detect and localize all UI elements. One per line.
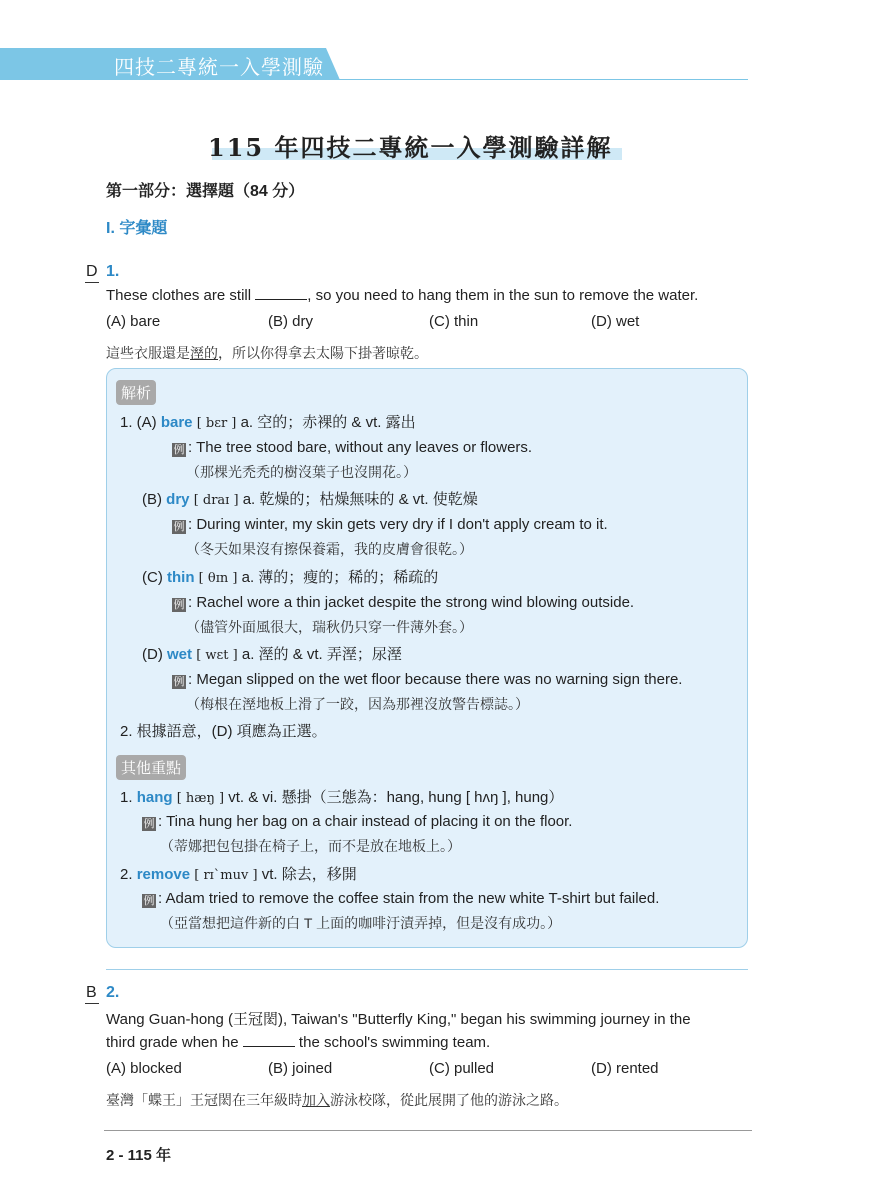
item-word: remove [136,866,191,883]
item-def: a. 薄的；瘦的；稀的；稀疏的 [241,569,439,586]
q2-stem-part1: third grade when he [106,1034,243,1051]
q1-option-a: (A) bare [106,313,161,330]
q1-stem [106,287,698,304]
analysis-item-bare [120,411,416,432]
item-ipa: [ bɛr ] [196,416,237,431]
q2-option-b: (B) joined [268,1060,333,1077]
example-sentence: Tina hung her bag on a chair instead of placing it on the floor. [166,813,573,830]
item-ipa: [ hæŋ ] [176,791,225,806]
page-title: 115 年四技二專統一入學測驗詳解 [208,133,613,162]
example-icon: 例 [173,676,185,688]
example-zh-remove: （亞當想把這件新的白 T 上面的咖啡汙漬弄掉，但是沒有成功。） [160,915,562,931]
item-def: a. 空的；赤裸的 & vt. 露出 [240,414,416,431]
q1-zh-part1: 這些衣服還是 [106,345,190,361]
example-dry: 例 : During winter, my skin gets very dry if I don't apply cream to it. [173,516,608,533]
example-hang: 例 : Tina hung her bag on a chair instead of placing it on the floor. [143,813,573,830]
q1-zh-underlined: 溼的 [190,345,218,361]
example-thin: 例 : Rachel wore a thin jacket despite the strong wind blowing outside. [173,594,635,611]
example-wet: 例 : Megan slipped on the wet floor because there was no warning sign there. [173,671,683,688]
example-sentence: The tree stood bare, without any leaves or flowers. [196,439,533,456]
extra-item-hang [120,786,563,807]
q1-option-b: (B) dry [268,313,313,330]
analysis-conclusion: 2. 根據語意，(D) 項應為正選。 [120,723,327,740]
example-icon: 例 [173,521,185,533]
q1-answer: D [86,263,98,280]
item-word: thin [167,569,195,586]
q2-answer-underline [85,1003,99,1004]
q2-zh-part1: 臺灣「蝶王」王冠閎在三年級時 [106,1092,302,1108]
item-prefix: 1. [120,789,137,806]
q1-stem-part1: These clothes are still [106,287,256,304]
q1-answer-underline [85,282,99,283]
item-ipa: [ θɪn ] [198,571,238,586]
q2-option-d: (D) rented [591,1060,659,1077]
analysis-item-dry [142,488,478,509]
example-zh-hang: （蒂娜把包包掛在椅子上，而不是放在地板上。） [160,838,461,854]
q2-stem-line2 [106,1034,490,1051]
item-word: dry [166,491,190,508]
item-ipa: [ draɪ ] [193,493,239,508]
q1-option-c: (C) thin [429,313,479,330]
example-icon: 例 [173,599,185,611]
item-def: vt. & vi. 懸掛（三態為：hang, hung [ hʌŋ ], hung） [228,789,564,806]
item-def: vt. 除去，移開 [261,866,357,883]
q1-translation [106,343,428,363]
q2-option-a: (A) blocked [106,1060,182,1077]
q1-stem-part2: , so you need to hang them in the sun to remove the water. [307,287,699,304]
q2-zh-part2: 游泳校隊，從此展開了他的游泳之路。 [330,1092,568,1108]
example-icon: 例 [173,444,185,456]
q1-number: 1. [106,263,120,280]
q1-blank [255,299,307,300]
example-remove: 例 : Adam tried to remove the coffee stain from the new white T-shirt but failed. [143,890,660,907]
example-sentence: Rachel wore a thin jacket despite the strong wind blowing outside. [196,594,635,611]
example-zh-wet: （梅根在溼地板上滑了一跤，因為那裡沒放警告標誌。） [186,696,529,712]
q1-option-d: (D) wet [591,313,640,330]
example-bare: 例 : The tree stood bare, without any leaves or flowers. [173,439,533,456]
example-sentence: Megan slipped on the wet floor because there was no warning sign there. [196,671,683,688]
q1-zh-part2: ，所以你得拿去太陽下掛著晾乾。 [218,345,428,361]
item-prefix: 2. [120,866,137,883]
item-def: a. 溼的 & vt. 弄溼；尿溼 [241,646,402,663]
item-prefix: (B) [142,491,167,508]
item-def: a. 乾燥的；枯燥無味的 & vt. 使乾燥 [242,491,478,508]
analysis-item-thin [142,566,438,587]
q2-translation [106,1090,568,1110]
extra-tag: 其他重點 [116,755,186,780]
example-zh-thin: （儘管外面風很大，瑞秋仍只穿一件薄外套。） [186,619,473,635]
item-ipa: [ wɛt ] [196,648,238,663]
item-word: hang [136,789,173,806]
question-divider [106,969,748,970]
section-heading: 第一部分：選擇題（84 分） [106,183,305,200]
example-sentence: During winter, my skin gets very dry if I don't apply cream to it. [196,516,608,533]
example-zh-dry: （冬天如果沒有擦保養霜，我的皮膚會很乾。） [186,541,473,557]
q2-number: 2. [106,984,120,1001]
example-icon: 例 [143,895,155,907]
example-zh-bare: （那棵光禿禿的樹沒葉子也沒開花。） [186,464,417,480]
analysis-item-wet [142,643,402,664]
footer-rule [104,1130,752,1131]
item-prefix: (D) [142,646,167,663]
header-rule [330,79,748,80]
q2-stem-line1: Wang Guan-hong (王冠閎), Taiwan's "Butterfly King," began his swimming journey in the [106,1011,691,1028]
item-word: wet [167,646,193,663]
q2-option-c: (C) pulled [429,1060,495,1077]
example-sentence: Adam tried to remove the coffee stain from the new white T-shirt but failed. [165,890,660,907]
subsection-heading: I. 字彙題 [106,220,168,237]
analysis-tag: 解析 [116,380,156,405]
item-ipa: [ rɪˋmuv ] [194,868,258,883]
example-icon: 例 [143,818,155,830]
q2-answer: B [86,984,97,1001]
q2-zh-underlined: 加入 [302,1092,330,1108]
q2-stem-part2: the school's swimming team. [294,1034,491,1051]
item-prefix: 1. (A) [120,414,161,431]
header-title: 四技二專統一入學測驗 [114,57,324,79]
item-prefix: (C) [142,569,167,586]
q2-blank [243,1046,295,1047]
page-number: 2 - 115 年 [106,1147,172,1164]
extra-item-remove [120,863,357,884]
item-word: bare [160,414,193,431]
